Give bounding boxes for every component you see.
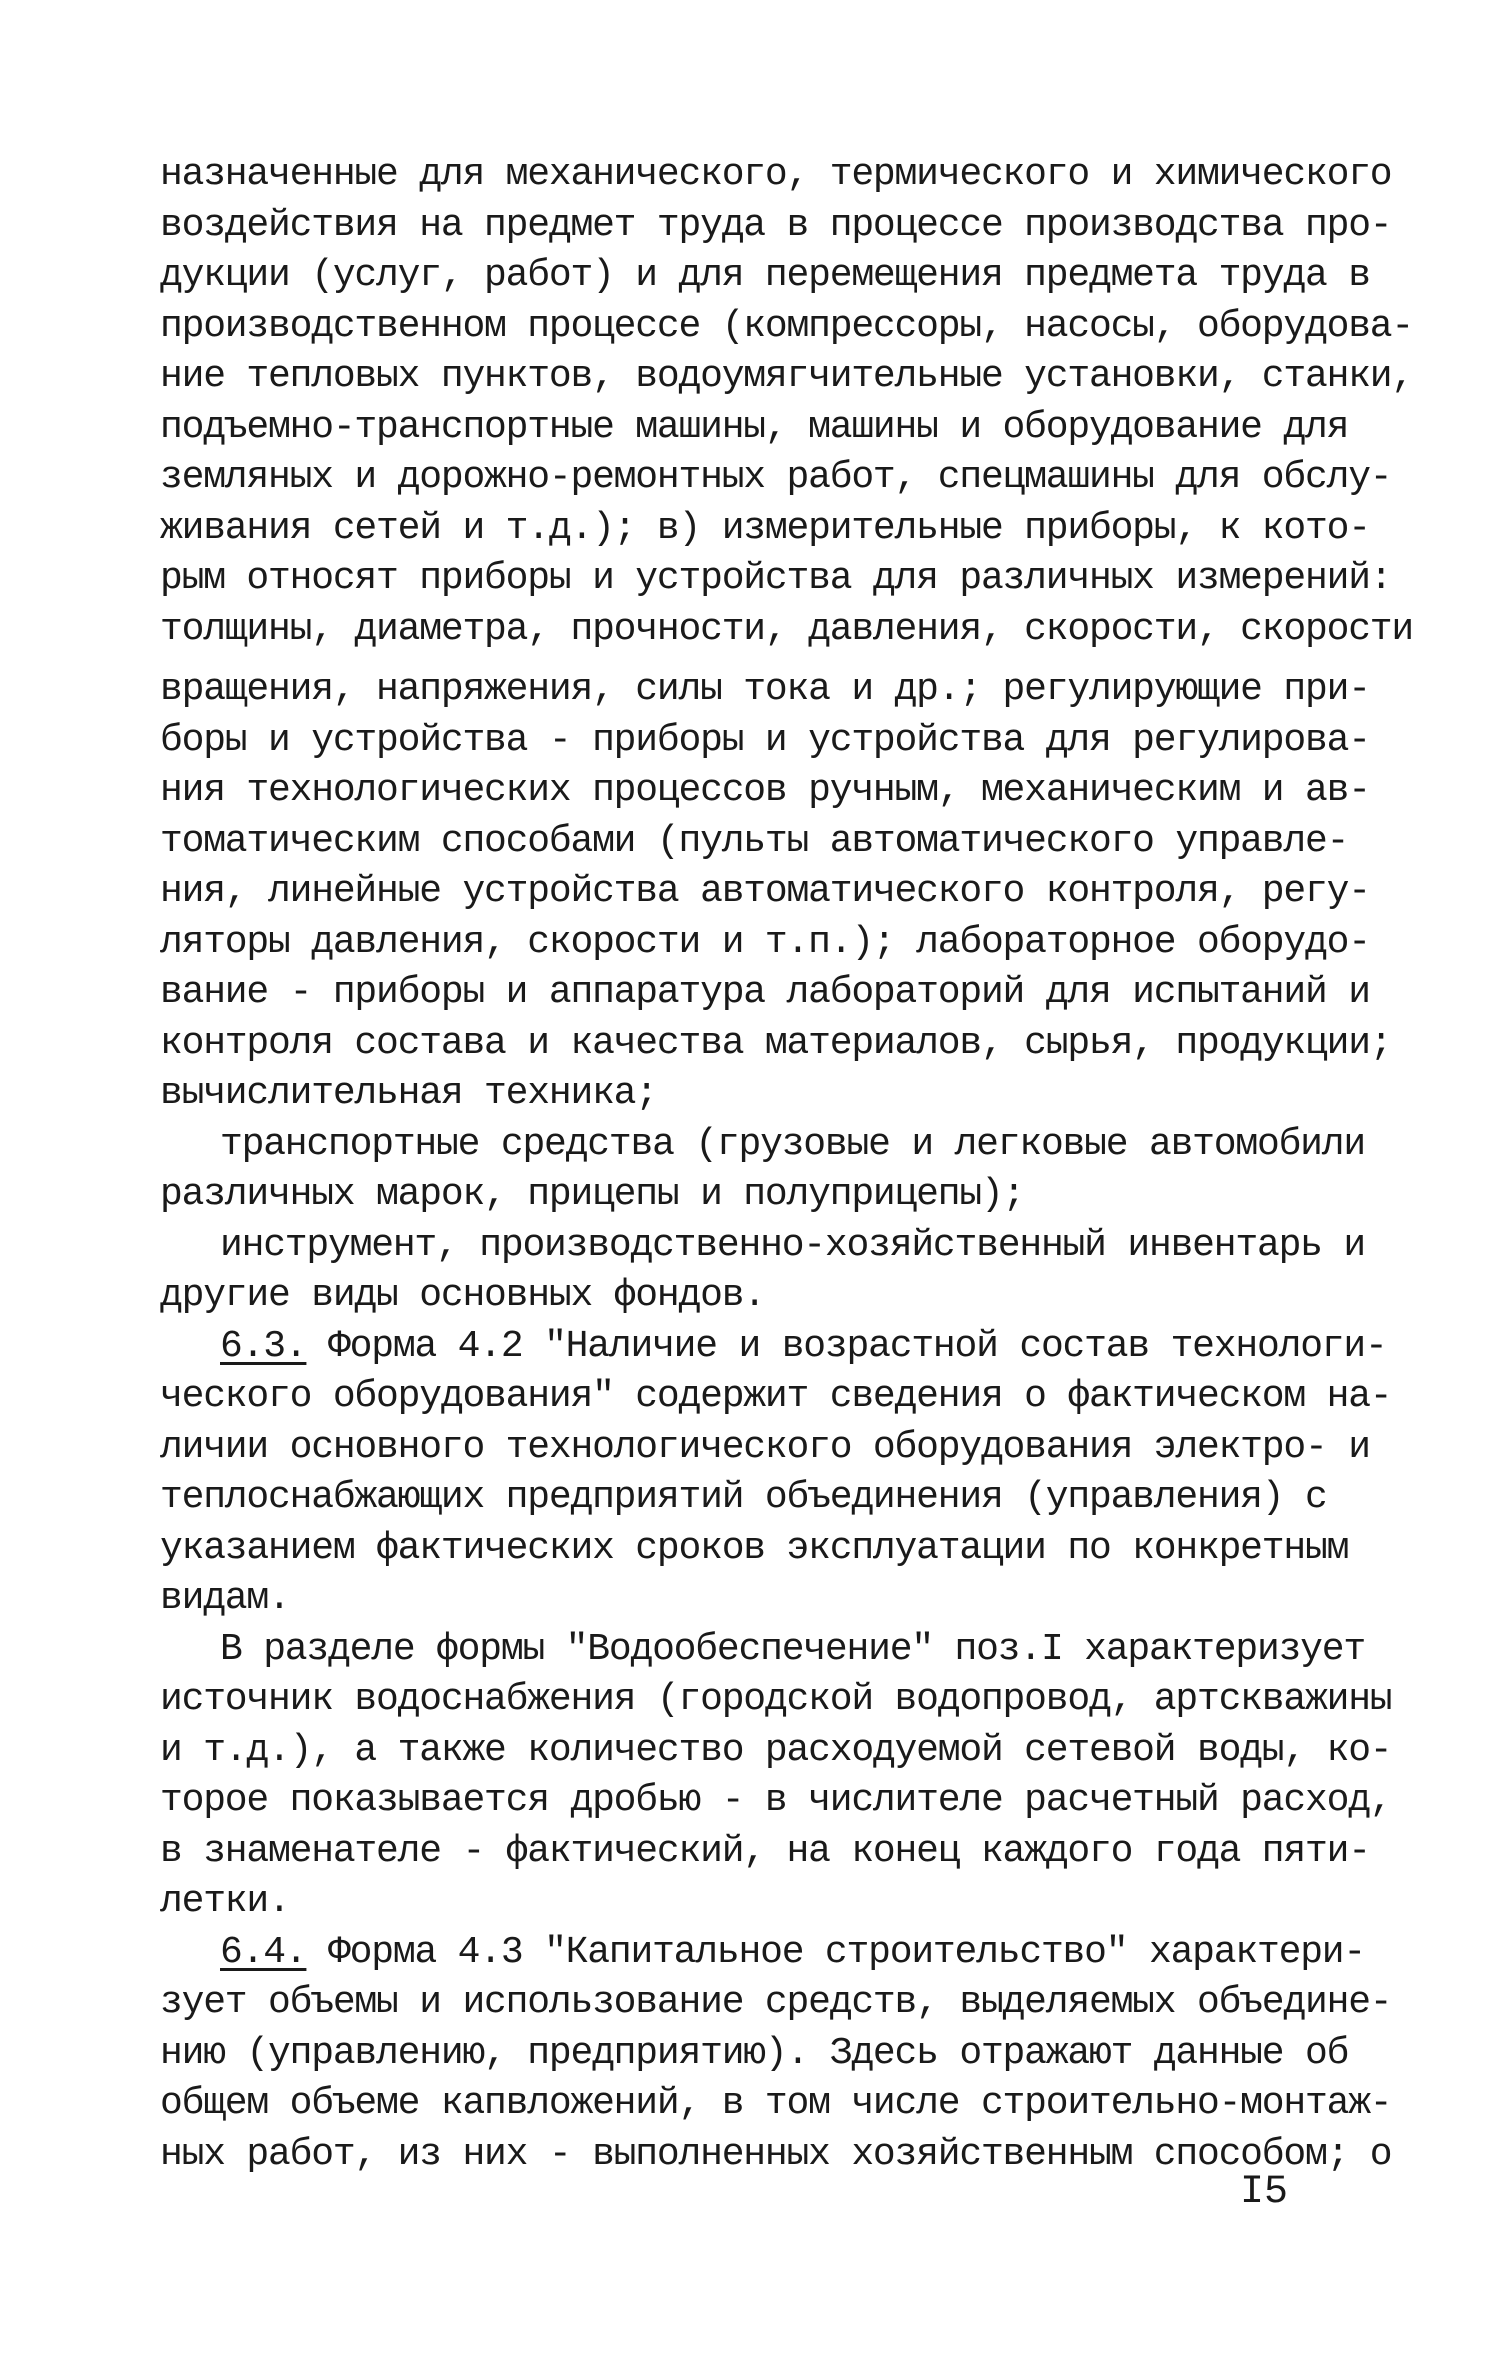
text-line: вание - приборы и аппаратура лабораторий для испытаний и (160, 971, 1370, 1014)
text-line: боры и устройства - приборы и устройства для регулирова- (160, 718, 1370, 762)
section-6-4-heading-line (160, 1928, 1366, 1979)
paragraph-regulating-devices (160, 665, 1392, 2180)
text-line: источник водоснабжения (городской водопровод, артскважины (160, 1678, 1392, 1721)
text-line: теплоснабжающих предприятий объединения (управления) с (160, 1476, 1327, 1519)
text-line: толщины, диаметра, прочности, давления, скорости, скорости (160, 607, 1414, 651)
section-number: 6.4. (220, 1930, 307, 1974)
text-line: Форма 4.2 "Наличие и возрастной состав технологи- (306, 1324, 1387, 1368)
text-line: ляторы давления, скорости и т.п.); лабораторное оборудо- (160, 920, 1370, 964)
text-line: вращения, напряжения, силы тока и др.; регулирующие при- (160, 668, 1370, 711)
text-line: нию (управлению, предприятию). Здесь отражают данные об (160, 2031, 1349, 2075)
page-number: I5 (1240, 2170, 1289, 2215)
text-line: подъемно-транспортные машины, машины и оборудование для (160, 405, 1349, 449)
text-line: воздействия на предмет труда в процессе производства про- (160, 203, 1392, 247)
text-line: и т.д.), а также количество расходуемой сетевой воды, ко- (160, 1728, 1392, 1772)
section-6-3-heading-line (160, 1322, 1387, 1373)
text-line: другие виды основных фондов. (160, 1274, 765, 1317)
text-line: различных марок, прицепы и полуприцепы); (160, 1173, 1025, 1216)
text-line: ческого оборудования" содержит сведения о фактическом на- (160, 1375, 1392, 1418)
text-line: контроля состава и качества материалов, сырья, продукции; (160, 1021, 1392, 1065)
text-line: назначенные для механического, термического и химического (160, 153, 1392, 196)
text-line: ных работ, из них - выполненных хозяйственным способом; о (160, 2132, 1392, 2176)
text-line: дукции (услуг, работ) и для перемещения предмета труда в (160, 254, 1370, 297)
text-line: живания сетей и т.д.); в) измерительные приборы, к кото- (160, 506, 1370, 550)
text-line: указанием фактических сроков эксплуатации по конкретным (160, 1526, 1349, 1570)
section-number: 6.3. (220, 1324, 307, 1368)
paragraph-equipment-types (160, 150, 1414, 655)
text-line: летки. (160, 1880, 290, 1923)
text-line: ния, линейные устройства автоматического контроля, регу- (160, 870, 1370, 913)
text-line: земляных и дорожно-ремонтных работ, спецмашины для обслу- (160, 456, 1392, 499)
text-line: вычислительная техника; (160, 1072, 657, 1115)
text-line: производственном процессе (компрессоры, насосы, оборудова- (160, 304, 1414, 348)
text-line: инструмент, производственно-хозяйственный инвентарь и (220, 1223, 1365, 1267)
text-line: В разделе формы "Водообеспечение" поз.I характеризует (220, 1627, 1365, 1671)
text-line: транспортные средства (грузовые и легковые автомобили (220, 1122, 1365, 1166)
text-line: Форма 4.3 "Капитальное строительство" характери- (306, 1930, 1366, 1974)
text-line: в знаменателе - фактический, на конец каждого года пяти- (160, 1829, 1370, 1873)
text-line: томатическим способами (пульты автоматического управле- (160, 819, 1349, 863)
text-line: зует объемы и использование средств, выделяемых объедине- (160, 1981, 1392, 2024)
text-line: торое показывается дробью - в числителе расчетный расход, (160, 1779, 1392, 1822)
text-line: личии основного технологического оборудования электро- и (160, 1425, 1370, 1469)
text-line: ния технологических процессов ручным, механическим и ав- (160, 769, 1370, 812)
text-line: ние тепловых пунктов, водоумягчительные установки, станки, (160, 355, 1414, 398)
text-line: рым относят приборы и устройства для различных измерений: (160, 557, 1392, 600)
text-line: видам. (160, 1577, 290, 1620)
text-line: общем объеме капвложений, в том числе строительно-монтаж- (160, 2082, 1392, 2125)
